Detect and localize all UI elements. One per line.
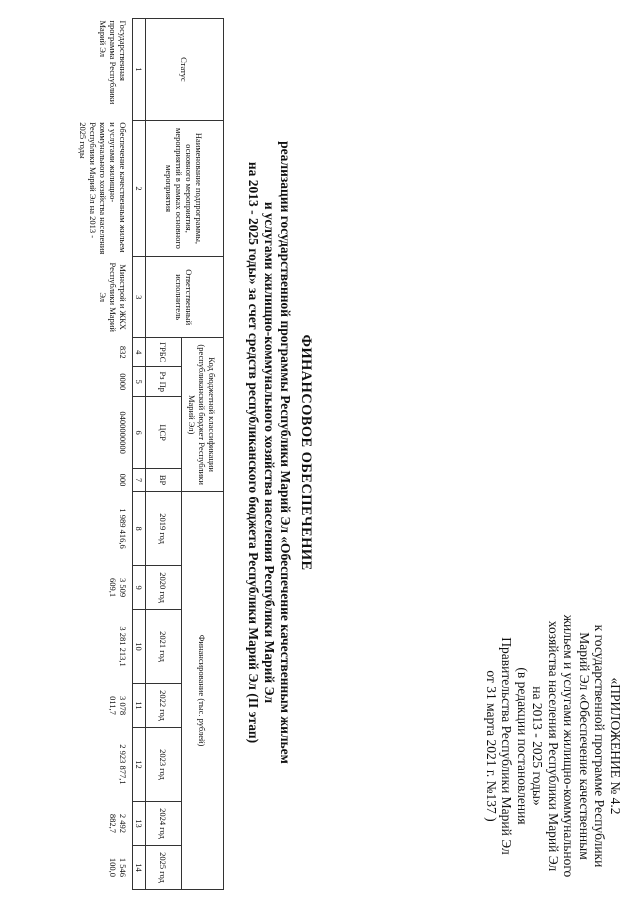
appendix-line: Правительства Республики Марий Эл xyxy=(499,637,515,855)
header-year: 2022 год xyxy=(146,684,182,728)
row-amount-2025: 1 546 100,0 xyxy=(108,857,128,878)
row-amount-2023: 2 923 877,1 xyxy=(118,744,128,785)
column-number: 10 xyxy=(133,610,146,684)
row-amount-2021: 3 281 213,1 xyxy=(118,626,128,667)
row-amount-2022: 3 078 011,7 xyxy=(108,695,128,716)
header-year: 2024 год xyxy=(146,801,182,845)
column-number: 2 xyxy=(133,120,146,256)
header-year: 2021 год xyxy=(146,610,182,684)
column-number: 8 xyxy=(133,492,146,566)
column-number: 11 xyxy=(133,684,146,728)
document-subtitle-line: реализации государственной программы Республики Марий Эл «Обеспечение качественным жильем xyxy=(278,141,293,764)
column-number: 7 xyxy=(133,468,146,491)
appendix-line: хозяйства населения Республики Марий Эл xyxy=(546,620,561,872)
header-rzpr: Рз Пр xyxy=(146,367,182,397)
appendix-line: от 31 марта 2021 г. №137 ) xyxy=(484,670,499,822)
header-financing-group: Финансирование (тыс. рублей) xyxy=(182,492,224,890)
header-executor: Ответственный исполнитель xyxy=(146,257,224,338)
row-amount-2019: 1 989 416,6 xyxy=(118,508,128,549)
header-name: Наименование подпрограммы, основного мероприятия, мероприятий в рамках основного мероприятия xyxy=(146,120,224,256)
row-name: Обеспечение качественным жильем и услугами жилищно-коммунального хозяйства населения Республики Марий Эл на 2013 - 2025 годы xyxy=(78,122,128,255)
column-number: 3 xyxy=(133,257,146,338)
header-csr: ЦСР xyxy=(146,397,182,469)
document-title: ФИНАНСОВОЕ ОБЕСПЕЧЕНИЕ xyxy=(298,334,314,571)
row-vr: 000 xyxy=(118,473,128,487)
column-number: 12 xyxy=(133,727,146,801)
row-amount-2020: 3 509 609,1 xyxy=(108,578,128,598)
row-amount-2024: 2 492 882,7 xyxy=(108,813,128,834)
header-year: 2020 год xyxy=(146,566,182,610)
row-rzpr: 0000 xyxy=(118,373,128,391)
row-executor: Минстрой и ЖКХ Республики Марий Эл xyxy=(98,262,128,332)
column-number: 13 xyxy=(133,801,146,845)
header-year: 2023 год xyxy=(146,727,182,801)
header-year: 2025 год xyxy=(146,845,182,889)
document-subtitle-line: и услугами жилищно-коммунального хозяйства населения Республики Марий Эл xyxy=(262,201,277,704)
appendix-line: на 2013 - 2025 годы» xyxy=(530,686,546,806)
appendix-line: (в редакции постановления xyxy=(515,667,530,825)
column-number: 5 xyxy=(133,367,146,397)
appendix-line: жильем и услугами жилищно-коммунального xyxy=(561,614,577,878)
header-kbk-group: Код бюджетной классификации (республиканский бюджет Республики Марий Эл) xyxy=(182,338,224,492)
row-csr: 0400000000 xyxy=(118,411,128,454)
appendix-line: к государственной программе Республики xyxy=(592,624,608,868)
header-vr: ВР xyxy=(146,468,182,491)
document-subtitle-line: на 2013 - 2025 годы» за счет средств республиканского бюджета Республики Марий Эл (II этап) xyxy=(246,161,261,744)
appendix-block xyxy=(484,600,624,892)
column-number: 1 xyxy=(133,19,146,121)
column-number: 6 xyxy=(133,397,146,469)
header-grbs: ГРБС xyxy=(146,338,182,367)
table-row xyxy=(77,19,133,890)
appendix-line: Марий Эл «Обеспечение качественным xyxy=(577,632,592,860)
column-number: 9 xyxy=(133,566,146,610)
column-number: 14 xyxy=(133,845,146,889)
header-year: 2019 год xyxy=(146,492,182,566)
column-number: 4 xyxy=(133,338,146,367)
header-status: Статус xyxy=(146,19,224,121)
row-grbs: 832 xyxy=(118,345,128,359)
row-status: Государственная программа Республики Марий Эл xyxy=(98,20,128,105)
appendix-line: «ПРИЛОЖЕНИЕ № 4.2 xyxy=(608,677,623,815)
financing-table xyxy=(77,18,224,890)
